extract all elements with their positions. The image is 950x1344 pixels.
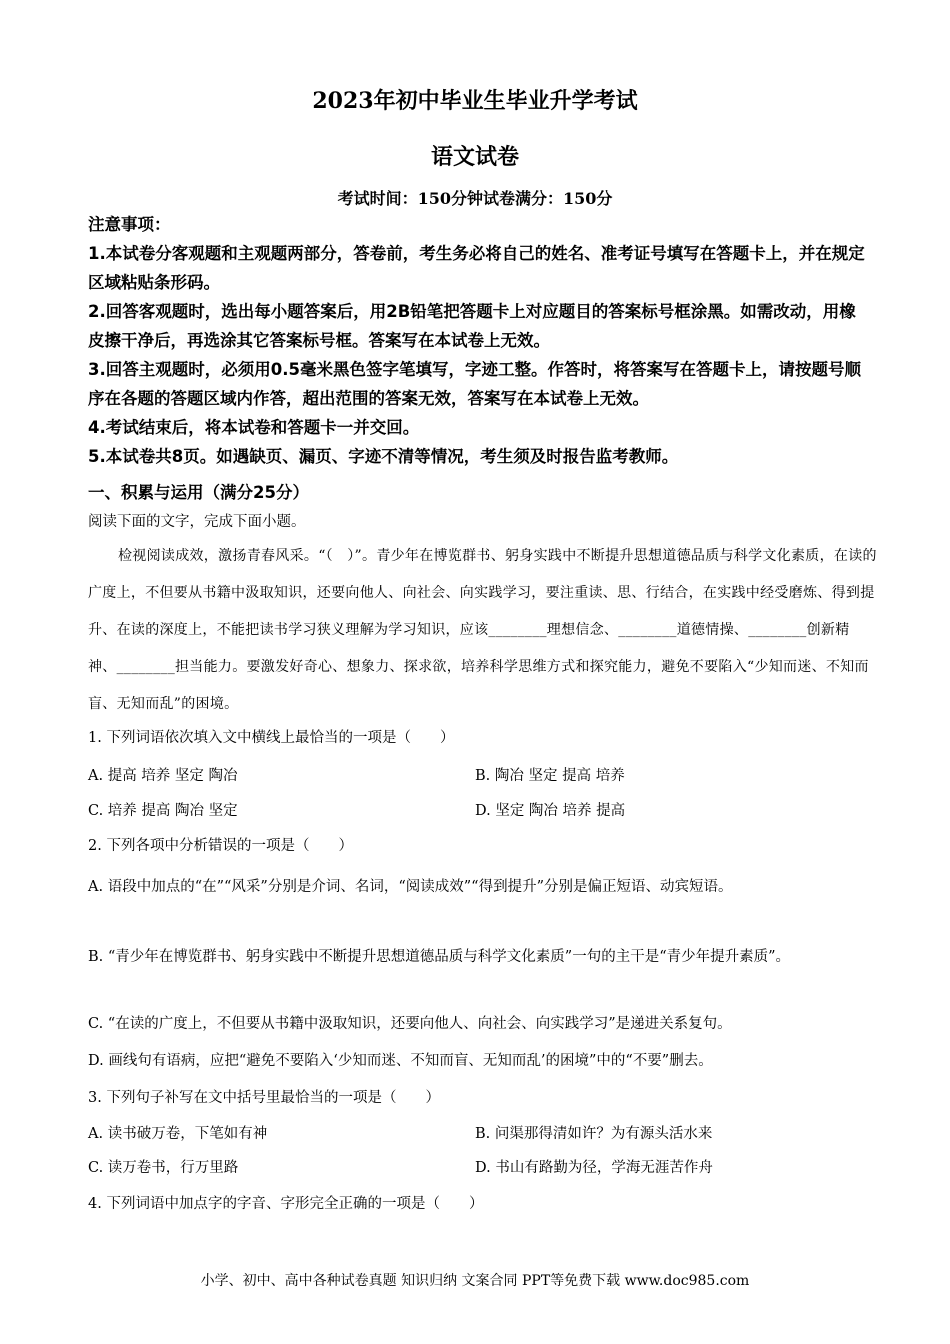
question-2-option-c: C. “在读的广度上，不但要从书籍中汲取知识，还要向他人、向社会、向实践学习”是递进关系复句。	[88, 1016, 732, 1032]
passage-paragraph: 检视阅读成效，激扬青春风采。“（ ）”。青少年在博览群书、躬身实践中不断提升思想道德品质与科学文化素质，在读的广度上，不但要从书籍中汲取知识，还要向他人、向社会、向实践学习，要注重读、思、行结合，在实践中经受磨炼、得到提升、在读的深度上，不能把读书学习狭义理解为学习知识，应该________理想信念、________道德情操、________创新精神、________担当能力。要激发好奇心、想象力、探求欲，培养科学思维方式和探究能力，避免不要陷入“少知而迷、不知而盲、无知而乱”的困境。	[88, 548, 877, 712]
question-3-option-b: B. 问渠那得清如许？为有源头活水来	[475, 1126, 713, 1142]
question-4-stem: 4. 下列词语中加点字的字音、字形完全正确的一项是（ ）	[88, 1196, 484, 1212]
page-footer: 小学、初中、高中各种试卷真题 知识归纳 文案合同 PPT等免费下载 www.doc985.com	[200, 1273, 750, 1289]
section1-instruction: 阅读下面的文字，完成下面小题。	[88, 514, 306, 530]
notice-item-5: 5.本试卷共8页。如遇缺页、漏页、字迹不清等情况，考生须及时报告监考教师。	[88, 447, 679, 466]
notice-item-4: 4.考试结束后，将本试卷和答题卡一并交回。	[88, 418, 420, 437]
notice-block	[88, 210, 868, 471]
question-1-option-b: B. 陶冶 坚定 提高 培养	[475, 768, 625, 784]
question-3-option-a: A. 读书破万卷，下笔如有神	[88, 1126, 268, 1142]
question-1-option-a: A. 提高 培养 坚定 陶冶	[88, 768, 238, 784]
reading-passage	[88, 538, 878, 723]
question-2-option-b: B. “青少年在博览群书、躬身实践中不断提升思想道德品质与科学文化素质”一句的主干是“青少年提升素质”。	[88, 949, 791, 965]
question-1-option-c: C. 培养 提高 陶冶 坚定	[88, 803, 238, 819]
notice-item-1: 1.本试卷分客观题和主观题两部分，答卷前，考生务必将自己的姓名、准考证号填写在答题卡上，并在规定区域粘贴条形码。	[88, 244, 865, 292]
question-2-option-d: D. 画线句有语病，应把“避免不要陷入‘少知而迷、不知而盲、无知而乱’的困境”中的“不要”删去。	[88, 1053, 713, 1069]
question-2-option-a: A. 语段中加点的“在”“风采”分别是介词、名词，“阅读成效”“得到提升”分别是偏正短语、动宾短语。	[88, 879, 733, 895]
question-3-stem: 3. 下列句子补写在文中括号里最恰当的一项是（ ）	[88, 1090, 440, 1106]
question-3-option-d: D. 书山有路勤为径，学海无涯苦作舟	[475, 1160, 713, 1176]
notice-item-3: 3.回答主观题时，必须用0.5毫米黑色签字笔填写，字迹工整。作答时，将答案写在答题卡上，请按题号顺序在各题的答题区域内作答，超出范围的答案无效，答案写在本试卷上无效。	[88, 360, 861, 408]
question-1-stem: 1. 下列词语依次填入文中横线上最恰当的一项是（ ）	[88, 730, 455, 746]
question-3-option-c: C. 读万卷书，行万里路	[88, 1160, 239, 1176]
notice-item-2: 2.回答客观题时，选出每小题答案后，用2B铅笔把答题卡上对应题目的答案标号框涂黑。如需改动，用橡皮擦干净后，再选涂其它答案标号框。答案写在本试卷上无效。	[88, 302, 856, 350]
exam-info: 考试时间：150分钟试卷满分：150分	[337, 189, 613, 208]
exam-subject: 语文试卷	[430, 144, 519, 170]
question-2-stem: 2. 下列各项中分析错误的一项是（ ）	[88, 838, 353, 854]
question-1-option-d: D. 坚定 陶冶 培养 提高	[475, 803, 626, 819]
notice-heading: 注意事项：	[88, 215, 171, 234]
section1-heading: 一、积累与运用（满分25分）	[88, 483, 309, 502]
exam-title: 2023年初中毕业生毕业升学考试	[312, 88, 638, 114]
